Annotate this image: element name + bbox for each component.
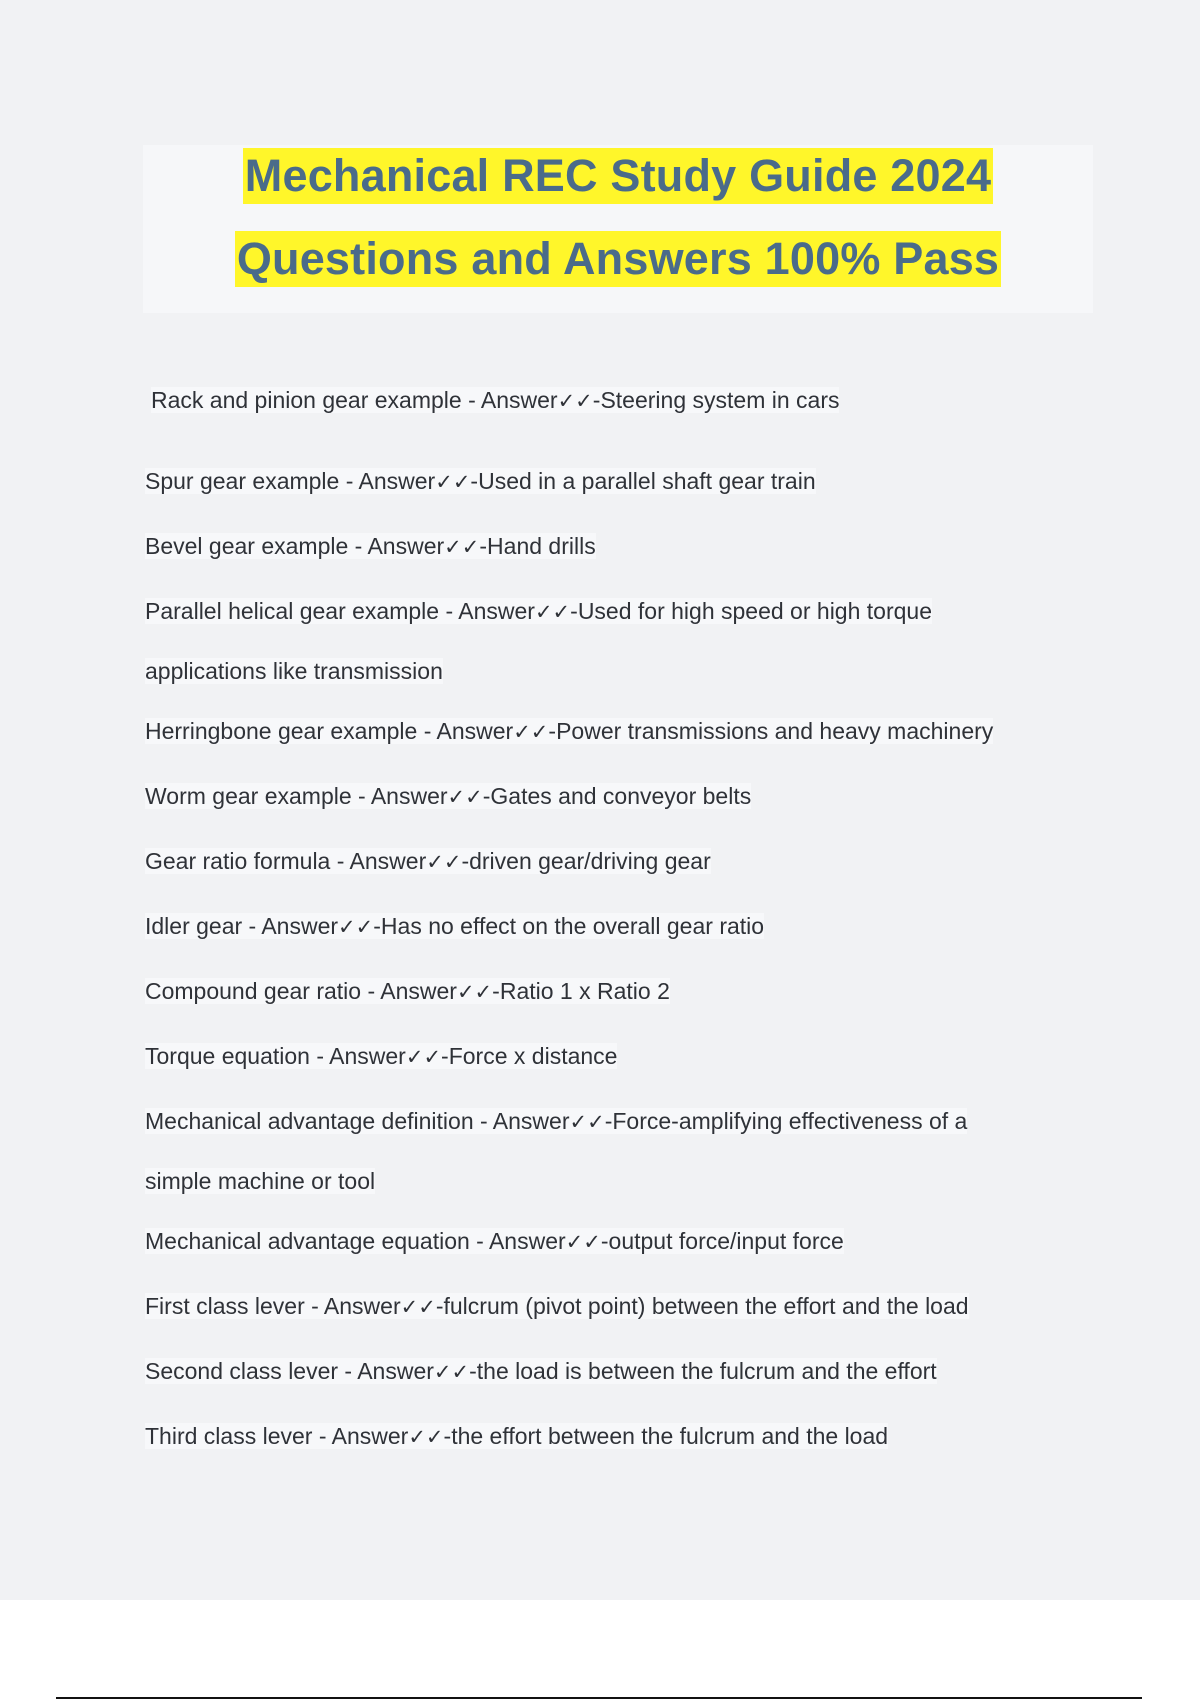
- answer-marker: Answer: [329, 1043, 406, 1069]
- qa-item: [145, 1356, 1075, 1387]
- qa-item: [145, 781, 1075, 812]
- qa-item: [145, 1226, 1075, 1257]
- check-marks-icon: ✓✓: [534, 600, 571, 624]
- question-text: Worm gear example: [145, 783, 352, 809]
- qa-line: Herringbone gear example - Answer✓✓-Power transmissions and heavy machinery: [145, 718, 994, 744]
- question-text: Bevel gear example: [145, 533, 349, 559]
- qa-item: [145, 466, 1075, 497]
- answer-text: driven gear/driving gear: [469, 848, 711, 874]
- answer-marker: Answer: [370, 783, 448, 809]
- answer-marker: Answer: [492, 1108, 570, 1134]
- qa-item: [145, 976, 1075, 1007]
- answer-text: Force-amplifying effectiveness of a: [612, 1108, 968, 1134]
- answer-text: Gates and conveyor belts: [490, 783, 752, 809]
- document-title-line-2: Questions and Answers 100% Pass: [235, 231, 1001, 287]
- check-marks-icon: ✓✓: [565, 1230, 601, 1254]
- qa-item: [145, 846, 1075, 877]
- check-marks-icon: ✓✓: [338, 915, 374, 939]
- answer-marker: Answer: [349, 848, 427, 874]
- answer-text: Used in a parallel shaft gear train: [478, 468, 816, 494]
- answer-text: Used for high speed or high torque: [577, 598, 932, 624]
- answer-text: output force/input force: [608, 1228, 844, 1254]
- answer-text: the load is between the fulcrum and the effort: [476, 1358, 937, 1384]
- answer-text: Force x distance: [448, 1043, 618, 1069]
- check-marks-icon: ✓✓: [456, 980, 493, 1004]
- check-marks-icon: ✓✓: [435, 470, 471, 494]
- answer-marker: Answer: [380, 978, 457, 1004]
- qa-line: Bevel gear example - Answer✓✓-Hand drills: [145, 533, 596, 559]
- qa-line: Mechanical advantage equation - Answer✓✓-output force/input force: [145, 1228, 844, 1254]
- qa-line: Compound gear ratio - Answer✓✓-Ratio 1 x Ratio 2: [145, 978, 670, 1004]
- answer-marker: Answer: [436, 718, 514, 744]
- qa-item: [151, 385, 1081, 416]
- qa-line: Second class lever - Answer✓✓-the load is between the fulcrum and the effort: [145, 1358, 937, 1384]
- qa-item-continuation: [145, 1166, 1075, 1196]
- answer-marker: Answer: [367, 533, 445, 559]
- qa-line: Mechanical advantage definition - Answer✓✓-Force-amplifying effectiveness of a: [145, 1108, 968, 1134]
- qa-item-continuation: [145, 656, 1075, 686]
- check-marks-icon: ✓✓: [408, 1425, 444, 1449]
- qa-line: Rack and pinion gear example - Answer✓✓-Steering system in cars: [151, 387, 840, 413]
- question-text: Spur gear example: [145, 468, 340, 494]
- question-text: Second class lever: [145, 1358, 339, 1384]
- qa-item: [145, 1041, 1075, 1072]
- check-marks-icon: ✓✓: [400, 1295, 436, 1319]
- answer-marker: Answer: [261, 913, 339, 939]
- qa-item: [145, 1291, 1075, 1322]
- qa-item: [145, 596, 1075, 627]
- answer-marker: Answer: [458, 598, 535, 624]
- title-block: [143, 145, 1093, 313]
- check-marks-icon: ✓✓: [444, 535, 480, 559]
- question-text: Herringbone gear example: [145, 718, 418, 744]
- qa-line: Spur gear example - Answer✓✓-Used in a parallel shaft gear train: [145, 468, 816, 494]
- qa-line: Idler gear - Answer✓✓-Has no effect on the overall gear ratio: [145, 913, 765, 939]
- answer-text-continuation: applications like transmission: [145, 658, 443, 684]
- check-marks-icon: ✓✓: [557, 389, 593, 413]
- check-marks-icon: ✓✓: [426, 850, 462, 874]
- question-text: Third class lever: [145, 1423, 313, 1449]
- qa-item: [145, 716, 1075, 747]
- question-text: Torque equation: [145, 1043, 310, 1069]
- check-marks-icon: ✓✓: [405, 1045, 442, 1069]
- qa-item: [145, 1421, 1075, 1452]
- check-marks-icon: ✓✓: [447, 785, 483, 809]
- answer-marker: Answer: [358, 468, 436, 494]
- check-marks-icon: ✓✓: [513, 720, 549, 744]
- answer-text: Hand drills: [487, 533, 596, 559]
- answer-text: Steering system in cars: [600, 387, 840, 413]
- qa-line: First class lever - Answer✓✓-fulcrum (pivot point) between the effort and the load: [145, 1293, 969, 1319]
- document-title-line-1: Mechanical REC Study Guide 2024: [243, 148, 993, 204]
- qa-item: [145, 531, 1075, 562]
- answer-text: fulcrum (pivot point) between the effort and the load: [443, 1293, 969, 1319]
- answer-text: Has no effect on the overall gear ratio: [380, 913, 765, 939]
- qa-item: [145, 1106, 1075, 1137]
- question-text: Gear ratio formula: [145, 848, 331, 874]
- answer-text: Power transmissions and heavy machinery: [556, 718, 994, 744]
- answer-marker: Answer: [488, 1228, 566, 1254]
- check-marks-icon: ✓✓: [433, 1360, 470, 1384]
- question-text: First class lever: [145, 1293, 305, 1319]
- answer-text: Ratio 1 x Ratio 2: [499, 978, 670, 1004]
- qa-line: Third class lever - Answer✓✓-the effort between the fulcrum and the load: [145, 1423, 889, 1449]
- question-text: Idler gear: [145, 913, 243, 939]
- answer-marker: Answer: [357, 1358, 434, 1384]
- footer-divider: [56, 1697, 1142, 1699]
- answer-text: the effort between the fulcrum and the load: [451, 1423, 889, 1449]
- qa-line: Parallel helical gear example - Answer✓✓-Used for high speed or high torque: [145, 598, 932, 624]
- qa-line: Worm gear example - Answer✓✓-Gates and conveyor belts: [145, 783, 752, 809]
- qa-line: Gear ratio formula - Answer✓✓-driven gear/driving gear: [145, 848, 711, 874]
- qa-line: Torque equation - Answer✓✓-Force x distance: [145, 1043, 618, 1069]
- answer-marker: Answer: [331, 1423, 409, 1449]
- qa-item: [145, 911, 1075, 942]
- question-text: Mechanical advantage equation: [145, 1228, 470, 1254]
- answer-text-continuation: simple machine or tool: [145, 1168, 376, 1194]
- answer-marker: Answer: [323, 1293, 401, 1319]
- question-text: Compound gear ratio: [145, 978, 362, 1004]
- check-marks-icon: ✓✓: [569, 1110, 605, 1134]
- question-text: Rack and pinion gear example: [151, 387, 462, 413]
- question-text: Parallel helical gear example: [145, 598, 440, 624]
- question-text: Mechanical advantage definition: [145, 1108, 474, 1134]
- answer-marker: Answer: [480, 387, 558, 413]
